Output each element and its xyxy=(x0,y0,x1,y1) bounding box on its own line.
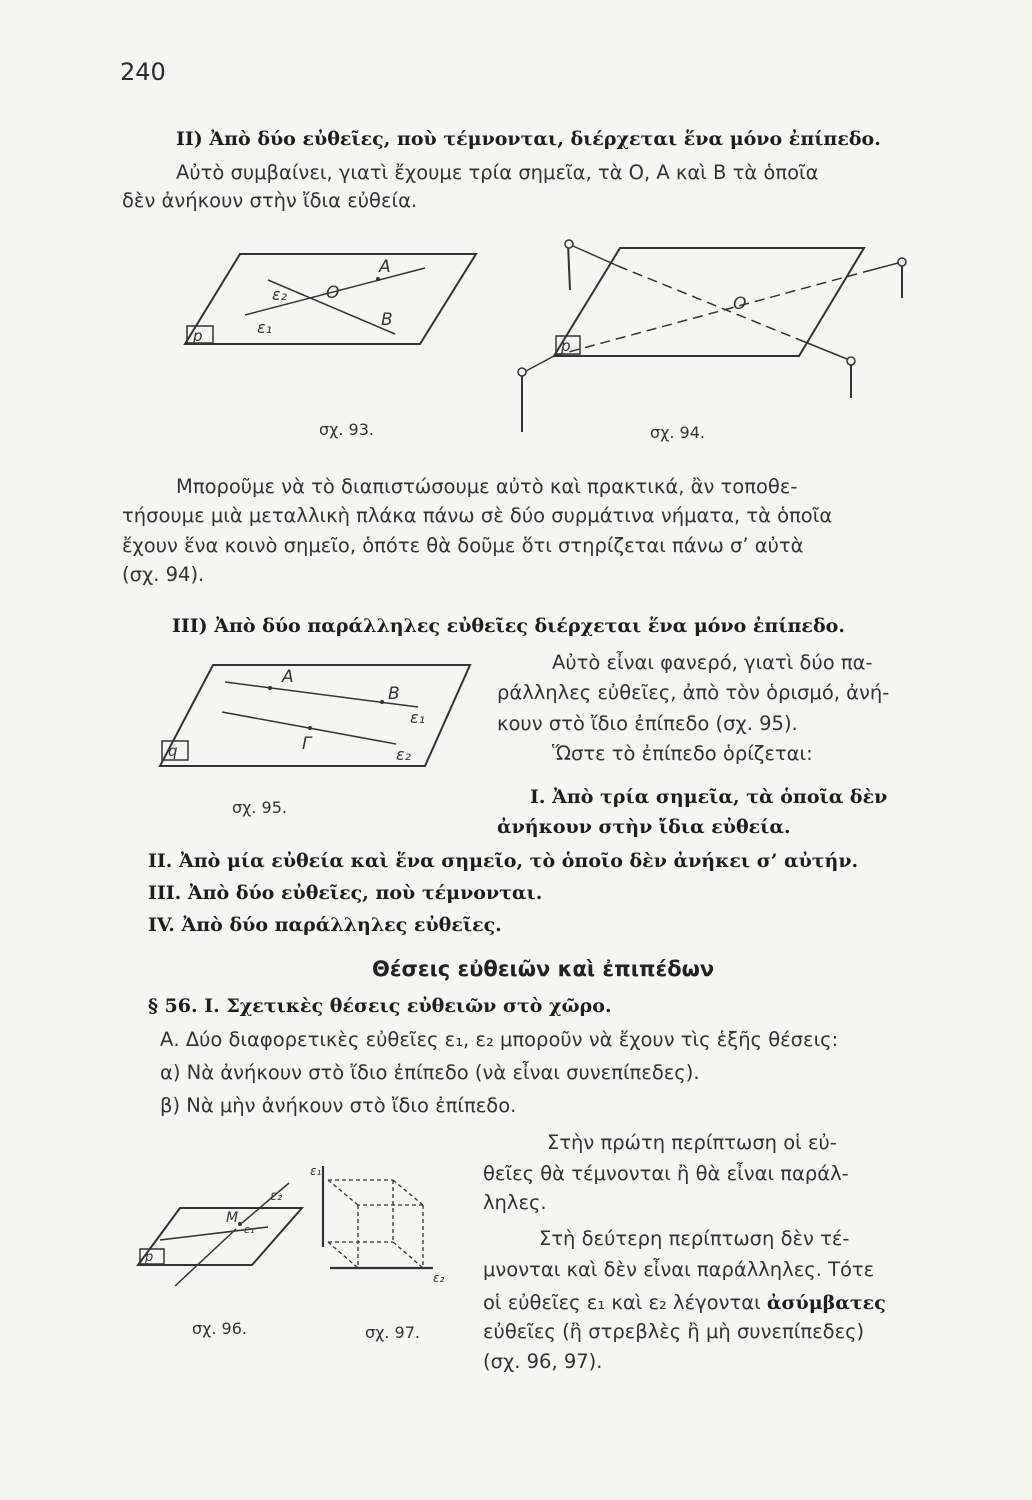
para-right-line-6 xyxy=(483,1290,886,1316)
label-p-94: p xyxy=(561,337,571,355)
list-item-ii: II. Ἀπὸ μία εὐθεία καὶ ἕνα σημεῖο, τὸ ὁποῖο δὲν ἀνήκει σ’ αὐτήν. xyxy=(148,850,859,872)
label-e2-93: ε₂ xyxy=(272,285,288,304)
section-iii-heading: III) Ἀπὸ δύο παράλληλες εὐθεῖες διέρχεται ἕνα μόνο ἐπίπεδο. xyxy=(172,615,845,637)
label-q-95: q xyxy=(168,742,178,760)
label-o-93: O xyxy=(326,283,340,303)
label-b-93: B xyxy=(381,310,393,330)
label-a-95: A xyxy=(282,667,294,687)
list-item-i: I. Ἀπὸ τρία σημεῖα, τὰ ὁποῖα δὲν xyxy=(530,786,888,808)
caption-94: σχ. 94. xyxy=(650,423,705,442)
list-item-iv: IV. Ἀπὸ δύο παράλληλες εὐθεῖες. xyxy=(148,914,502,936)
label-g-95: Γ xyxy=(302,734,312,754)
para-95-line-1: Αὐτὸ εἶναι φανερό, γιατὶ δύο πα- xyxy=(552,651,873,674)
section-56-beta: β) Νὰ μὴν ἀνήκουν στὸ ἴδιο ἐπίπεδο. xyxy=(160,1094,517,1117)
cube-edge-4 xyxy=(328,1180,358,1205)
label-p-93: p xyxy=(193,327,203,345)
para-right-line-6-text: οἱ εὐθεῖες ε₁ καὶ ε₂ λέγονται xyxy=(483,1291,767,1314)
para-94-line-1: Μποροῦμε νὰ τὸ διαπιστώσουμε αὐτὸ καὶ πρακτικά, ἂν τοποθε- xyxy=(176,475,798,498)
para-94-line-2: τήσουμε μιὰ μεταλλικὴ πλάκα πάνω σὲ δύο συρμάτινα νήματα, τὰ ὁποῖα xyxy=(122,504,833,527)
para-right-line-1: Στὴν πρώτη περίπτωση οἱ εὐ- xyxy=(547,1131,837,1154)
section-ii-line-1: Αὐτὸ συμβαίνει, γιατὶ ἔχουμε τρία σημεῖα, τὰ Ο, Α καὶ Β τὰ ὁποῖα xyxy=(176,161,819,184)
para-right-line-3: ληλες. xyxy=(483,1191,547,1214)
label-e1-97: ε₁ xyxy=(310,1164,322,1178)
para-94-line-4: (σχ. 94). xyxy=(122,563,205,586)
label-e1-93: ε₁ xyxy=(257,318,273,337)
list-item-i-cont: ἀνήκουν στὴν ἴδια εὐθεία. xyxy=(497,816,791,838)
para-right-line-4: Στὴ δεύτερη περίπτωση δὲν τέ- xyxy=(539,1227,850,1250)
term-asymvates: ἀσύμβατες xyxy=(766,1292,886,1314)
label-a-93: A xyxy=(379,257,391,277)
list-item-iii: III. Ἀπὸ δύο εὐθεῖες, ποὺ τέμνονται. xyxy=(148,882,543,904)
para-right-line-5: μνονται καὶ δὲν εἶναι παράλληλες. Τότε xyxy=(483,1258,875,1281)
para-95-line-4: Ὥστε τὸ ἐπίπεδο ὁρίζεται: xyxy=(552,742,813,765)
label-e1-96: ε₁ xyxy=(244,1223,255,1236)
section-56-a: Α. Δύο διαφορετικὲς εὐθεῖες ε₁, ε₂ μποροῦν νὰ ἔχουν τὶς ἑξῆς θέσεις: xyxy=(160,1028,839,1051)
label-o-94: O xyxy=(733,294,747,314)
label-e2-97: ε₂ xyxy=(433,1271,445,1285)
section-ii-line-2: δὲν ἀνήκουν στὴν ἴδια εὐθεία. xyxy=(122,189,418,212)
para-right-line-2: θεῖες θὰ τέμνονται ἢ θὰ εἶναι παράλ- xyxy=(483,1162,849,1185)
page-number: 240 xyxy=(120,58,166,86)
label-b-95: B xyxy=(388,684,400,704)
label-e2-95: ε₂ xyxy=(396,745,412,764)
para-right-line-7: εὐθεῖες (ἢ στρεβλὲς ἢ μὴ συνεπίπεδες) xyxy=(483,1320,865,1343)
cube-edge-2 xyxy=(393,1180,423,1205)
section-title: Θέσεις εὐθειῶν καὶ ἐπιπέδων xyxy=(372,957,715,981)
para-95-line-3: κουν στὸ ἴδιο ἐπίπεδο (σχ. 95). xyxy=(497,712,798,735)
caption-96: σχ. 96. xyxy=(192,1319,247,1338)
label-e1-95: ε₁ xyxy=(410,708,426,727)
caption-97: σχ. 97. xyxy=(365,1323,420,1342)
label-m-96: M xyxy=(226,1210,239,1226)
para-right-line-8: (σχ. 96, 97). xyxy=(483,1350,603,1373)
section-56-heading: § 56. I. Σχετικὲς θέσεις εὐθειῶν στὸ χῶρο. xyxy=(148,995,612,1017)
section-56-alpha: α) Νὰ ἀνήκουν στὸ ἴδιο ἐπίπεδο (νὰ εἶναι συνεπίπεδες). xyxy=(160,1061,700,1084)
cube-edge-9 xyxy=(393,1242,423,1268)
cube-edge-10 xyxy=(328,1242,358,1268)
caption-95: σχ. 95. xyxy=(232,798,287,817)
label-p-96: p xyxy=(145,1250,154,1265)
section-ii-heading: II) Ἀπὸ δύο εὐθεῖες, ποὺ τέμνονται, διέρχεται ἕνα μόνο ἐπίπεδο. xyxy=(176,128,881,150)
caption-93: σχ. 93. xyxy=(319,420,374,439)
para-94-line-3: ἔχουν ἕνα κοινὸ σημεῖο, ὁπότε θὰ δοῦμε ὅτι στηρίζεται πάνω σ’ αὐτὰ xyxy=(122,534,804,557)
label-e2-96: ε₂ xyxy=(270,1189,283,1204)
para-95-line-2: ράλληλες εὐθεῖες, ἀπὸ τὸν ὁρισμό, ἀνή- xyxy=(497,681,890,704)
